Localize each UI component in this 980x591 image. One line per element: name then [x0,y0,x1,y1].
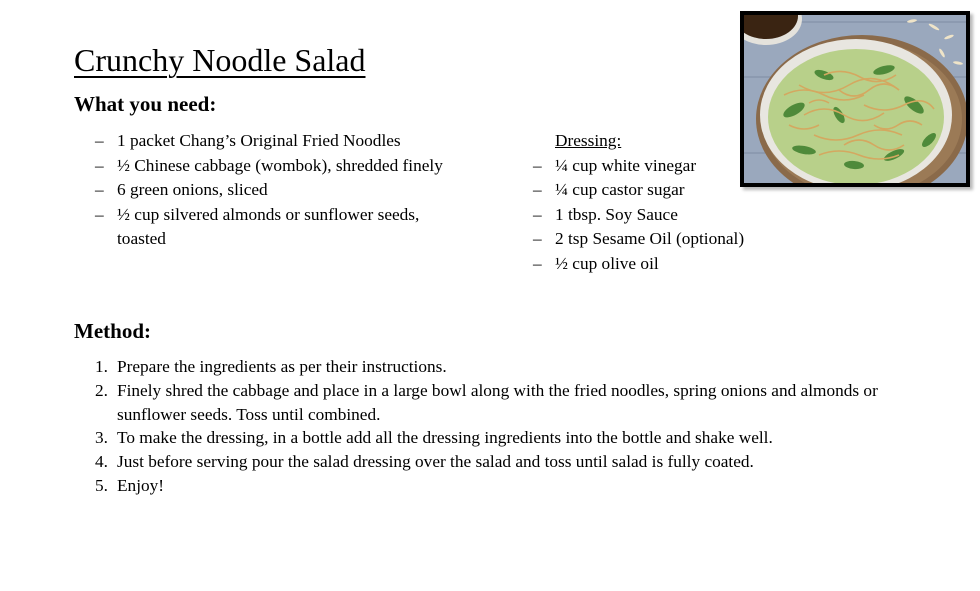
step-number: 4. [95,452,108,472]
dressing-label: Dressing: [555,131,622,150]
ingredient-text: ½ Chinese cabbage (wombok), shredded finely [117,155,443,175]
method-step [95,474,885,498]
dressing-text: 1 tbsp. Soy Sauce [555,204,678,224]
salad-bowl-illustration [744,15,966,183]
dash-bullet: – [95,155,104,175]
dressing-text: 2 tsp Sesame Oil (optional) [555,229,745,248]
dressing-item [533,203,813,228]
step-number: 5. [95,475,108,495]
step-text: Enjoy! [117,475,165,495]
ingredient-item [95,129,465,154]
step-text: Prepare the ingredients as per their instructions. [117,357,447,376]
dash-bullet: – [533,253,542,273]
dressing-item [533,252,813,277]
ingredient-text: 6 green onions, sliced [117,180,268,199]
method-step [95,450,885,474]
step-number: 3. [95,428,108,448]
dressing-item [533,227,813,252]
ingredients-list [95,129,465,252]
method-step [95,355,885,379]
method-heading: Method: [74,319,151,343]
step-number: 1. [95,357,108,376]
salad-photo [740,11,970,187]
ingredient-item [95,178,465,203]
ingredient-text: 1 packet Chang’s Original Fried Noodles [117,131,401,150]
dressing-text: ¼ cup castor sugar [555,180,685,199]
step-text: Just before serving pour the salad dressing over the salad and toss until salad is fully coated. [117,452,754,472]
what-you-need-heading: What you need: [74,92,217,116]
method-step [95,379,885,427]
dash-bullet: – [95,180,104,199]
dash-bullet: – [533,229,542,248]
ingredient-item [95,203,465,252]
dash-bullet: – [95,204,104,224]
recipe-title: Crunchy Noodle Salad [74,42,366,78]
step-text: To make the dressing, in a bottle add all the dressing ingredients into the bottle and shake well. [117,428,773,448]
dressing-text: ¼ cup white vinegar [555,155,697,175]
ingredient-item [95,154,465,179]
dash-bullet: – [533,180,542,199]
step-text: Finely shred the cabbage and place in a large bowl along with the fried noodles, spring onions and almonds or sunflower seeds. Toss until combined. [117,380,878,424]
dash-bullet: – [533,204,542,224]
ingredient-text: ½ cup silvered almonds or sunflower seeds, toasted [117,204,420,248]
dash-bullet: – [533,155,542,175]
method-step [95,426,885,450]
dash-bullet: – [95,131,104,150]
method-steps-list [95,355,885,498]
dressing-text: ½ cup olive oil [555,253,659,273]
step-number: 2. [95,380,108,400]
